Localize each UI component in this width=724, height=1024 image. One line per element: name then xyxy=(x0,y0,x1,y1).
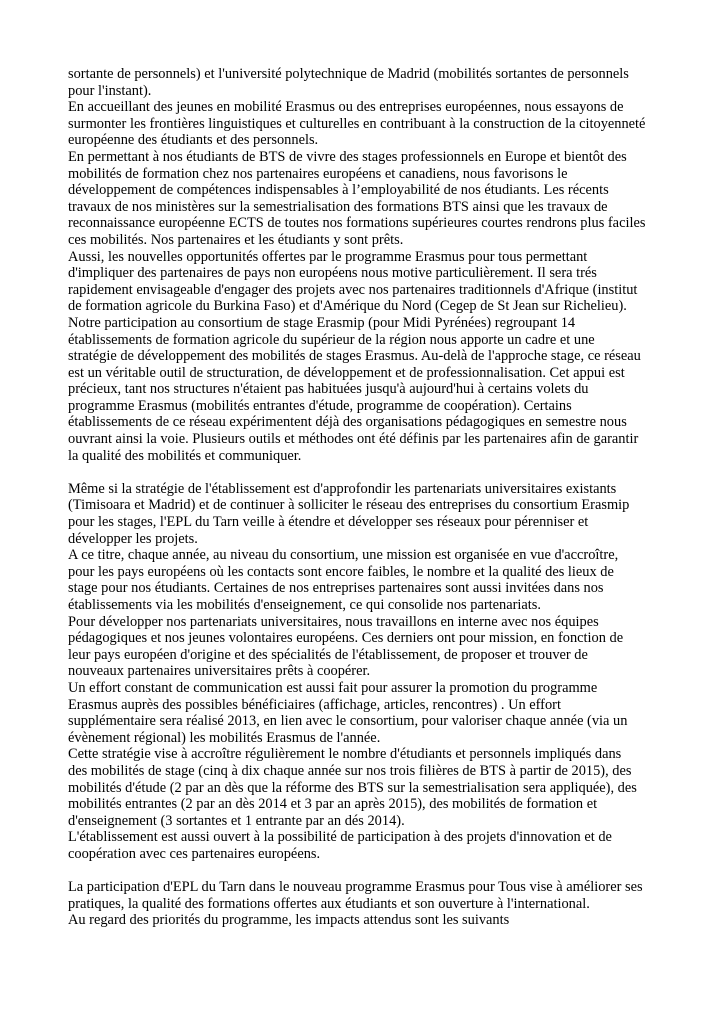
text-line: travaux de nos ministères sur la semestrialisation des formations BTS ainsi que les travaux de xyxy=(68,198,608,215)
text-line: de formation agricole du Burkina Faso) et d'Amérique du Nord (Cegep de St Jean sur Richelieu). xyxy=(68,298,627,315)
paragraph-gap xyxy=(68,464,668,481)
text-line: des mobilités de stage (cinq à dix chaque année sur nos trois filières de BTS à partir de 2015), des xyxy=(68,762,632,779)
text-line: Pour développer nos partenariats universitaires, nous travaillons en interne avec nos équipes xyxy=(68,613,599,630)
text-line: leur pays européen d'origine et des spécialités de l'établissement, de proposer et trouver de xyxy=(68,646,588,663)
text-line: nouveaux partenaires universitaires prêts à coopérer. xyxy=(68,663,371,680)
text-line: Au regard des priorités du programme, les impacts attendus sont les suivants xyxy=(68,912,510,929)
text-line: mobilités entrantes (2 par an dès 2014 et 3 par an après 2015), des mobilités de formation et xyxy=(68,796,598,813)
text-line: Aussi, les nouvelles opportunités offertes par le programme Erasmus pour tous permettant xyxy=(68,248,588,265)
text-line: ces mobilités. Nos partenaires et les étudiants y sont prêts. xyxy=(68,231,404,248)
text-line: Notre participation au consortium de stage Erasmip (pour Midi Pyrénées) regroupant 14 xyxy=(68,314,576,331)
text-line: stage pour nos étudiants. Certaines de nos entreprises partenaires sont aussi invitées dans nos xyxy=(68,580,604,597)
text-line: En accueillant des jeunes en mobilité Erasmus ou des entreprises européennes, nous essayons de xyxy=(68,99,624,116)
text-line: A ce titre, chaque année, au niveau du consortium, une mission est organisée en vue d'accroître, xyxy=(68,547,619,564)
text-line: reconnaissance européenne ECTS de toutes nos formations supérieures courtes rendrons plus faciles xyxy=(68,215,646,232)
document-body xyxy=(68,66,668,929)
text-line: établissements de formation agricole du supérieur de la région nous apporte un cadre et une xyxy=(68,331,595,348)
text-line: pour les pays européens où les contacts sont encore faibles, le nombre et la qualité des lieux de xyxy=(68,563,614,580)
text-line: La participation d'EPL du Tarn dans le nouveau programme Erasmus pour Tous vise à améliorer ses xyxy=(68,879,643,896)
text-line: pédagogiques et nos jeunes volontaires européens. Ces derniers ont pour mission, en fonction de xyxy=(68,630,624,647)
text-line: pratiques, la qualité des formations offertes aux étudiants et son ouverture à l'international. xyxy=(68,895,590,912)
text-line: développement de compétences indispensables à l’employabilité de nos étudiants. Les récents xyxy=(68,182,609,199)
text-line: surmonter les frontières linguistiques et culturelles en contribuant à la construction de la citoyenneté xyxy=(68,115,646,132)
paragraph-gap xyxy=(68,863,668,880)
text-line: programme Erasmus (mobilités entrantes d'étude, programme de coopération). Certains xyxy=(68,397,572,414)
text-line: est un véritable outil de structuration, de développement et de professionnalisation. Cet appui est xyxy=(68,364,625,381)
text-line: évènement régional) les mobilités Erasmus de l'année. xyxy=(68,729,381,746)
text-line: la qualité des mobilités et communiquer. xyxy=(68,447,302,464)
text-line: coopération avec ces partenaires européens. xyxy=(68,845,321,862)
text-line: Cette stratégie vise à accroître régulièrement le nombre d'étudiants et personnels impliqués dans xyxy=(68,746,622,763)
text-line: pour les stages, l'EPL du Tarn veille à étendre et développer ses réseaux pour pérenniser et xyxy=(68,514,589,531)
text-line: d'enseignement (3 sortantes et 1 entrante par an dés 2014). xyxy=(68,812,405,829)
text-line: Un effort constant de communication est aussi fait pour assurer la promotion du programme xyxy=(68,679,598,696)
text-line: ouvrant ainsi la voie. Plusieurs outils et méthodes ont été définis par les partenaires afin de garantir xyxy=(68,431,639,448)
text-line: (Timisoara et Madrid) et de continuer à solliciter le réseau des entreprises du consortium Erasmip xyxy=(68,497,630,514)
text-line: Même si la stratégie de l'établissement est d'approfondir les partenariats universitaires existants xyxy=(68,480,617,497)
text-line: d'impliquer des partenaires de pays non européens nous motive particulièrement. Il sera trés xyxy=(68,265,597,282)
text-line: Erasmus auprès des possibles bénéficiaires (affichage, articles, rencontres) . Un effort xyxy=(68,696,561,713)
text-line: établissements via les mobilités d'enseignement, ce qui consolide nos partenariats. xyxy=(68,597,541,613)
text-line: L'établissement est aussi ouvert à la possibilité de participation à des projets d'innovation et de xyxy=(68,829,612,846)
text-line: En permettant à nos étudiants de BTS de vivre des stages professionnels en Europe et bientôt des xyxy=(68,148,627,165)
text-line: développer les projets. xyxy=(68,530,198,547)
text-line: supplémentaire sera réalisé 2013, en lien avec le consortium, pour valoriser chaque année (via un xyxy=(68,713,628,730)
text-line: rapidement envisageable d'engager des projets avec nos partenaires traditionnels d'Afrique (institut xyxy=(68,281,638,298)
text-line: précieux, tant nos structures n'étaient pas habituées jusqu'à aujourd'hui à certains volets du xyxy=(68,381,589,398)
text-line: mobilités de formation chez nos partenaires européens et canadiens, nous favorisons le xyxy=(68,165,568,182)
text-line: sortante de personnels) et l'université polytechnique de Madrid (mobilités sortantes de personnels xyxy=(68,66,629,82)
text-line: européenne des étudiants et des personnels. xyxy=(68,132,319,149)
text-line: établissements de ce réseau expérimentent déjà des organisations pédagogiques en semestre nous xyxy=(68,414,627,431)
text-line: stratégie de développement des mobilités de stages Erasmus. Au-delà de l'approche stage, ce réseau xyxy=(68,348,641,365)
text-line: mobilités d'étude (2 par an dès que la réforme des BTS sur la semestrialisation sera appliquée), des xyxy=(68,779,637,796)
text-line: pour l'instant). xyxy=(68,82,152,99)
